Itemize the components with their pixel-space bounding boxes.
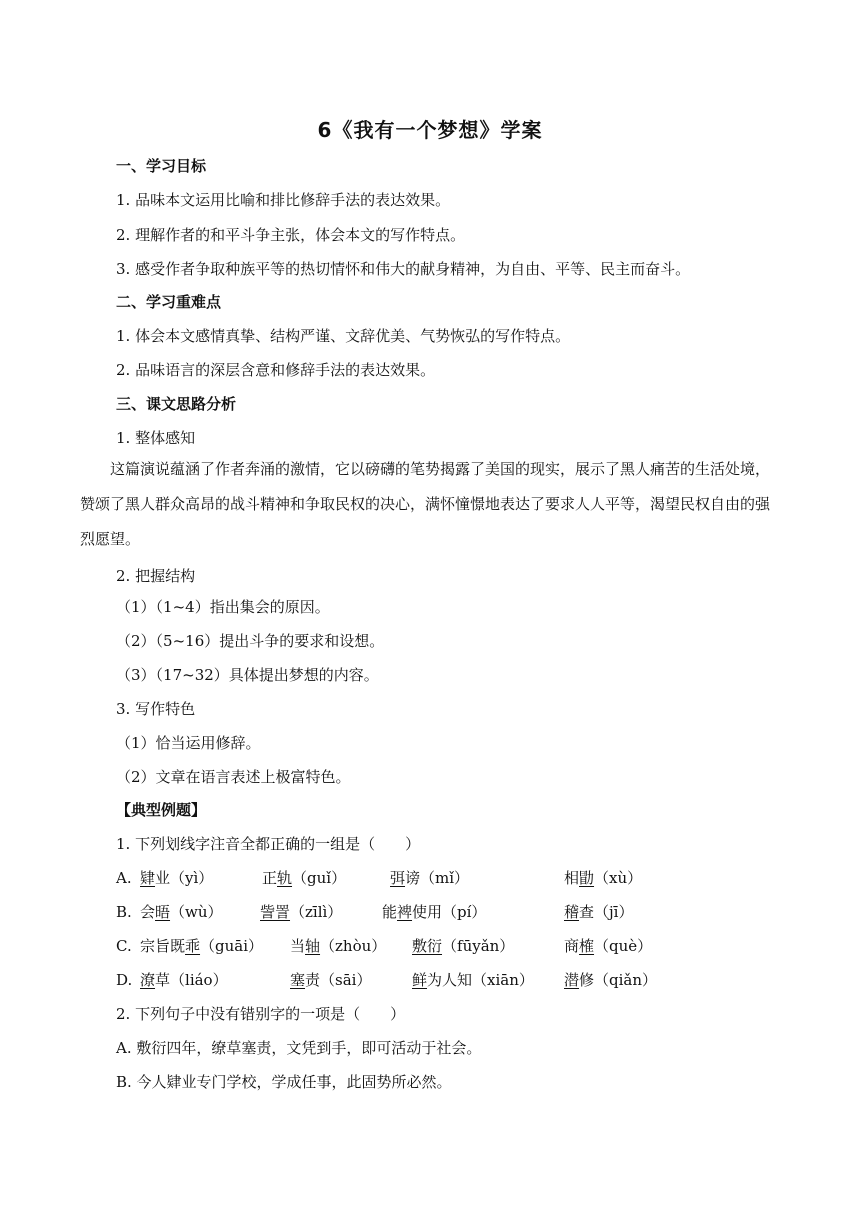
section-heading-key-points: 二、学习重难点: [116, 293, 222, 311]
option-label: C.: [116, 937, 132, 955]
option-cell: 敷衍（fūyǎn）: [412, 937, 515, 955]
option-cell: 商榷（què）: [564, 937, 653, 955]
option-label: A.: [116, 869, 132, 887]
structure-item-2: （2）（5~16）提出斗争的要求和设想。: [116, 632, 385, 650]
question-2-option-b: B. 今人肄业专门学校，学成任事，此固势所必然。: [116, 1073, 452, 1091]
option-cell: 潦草（liáo）: [140, 971, 228, 989]
option-cell: 弭谤（mǐ）: [390, 869, 470, 887]
structure-item-1: （1）（1~4）指出集会的原因。: [116, 598, 330, 616]
option-label: B.: [116, 903, 132, 921]
option-cell: 宗旨既乖（guāi）: [140, 937, 264, 955]
section-heading-analysis: 三、课文思路分析: [116, 395, 237, 413]
question-2: 2. 下列句子中没有错别字的一项是（ ）: [116, 1005, 406, 1023]
objective-item-1: 1. 品味本文运用比喻和排比修辞手法的表达效果。: [116, 191, 451, 209]
option-cell: 稽查（jī）: [564, 903, 634, 921]
option-cell: 塞责（sāi）: [290, 971, 372, 989]
objective-item-3: 3. 感受作者争取种族平等的热切情怀和伟大的献身精神，为自由、平等、民主而奋斗。: [116, 260, 691, 278]
key-point-item-1: 1. 体会本文感情真挚、结构严谨、文辞优美、气势恢弘的写作特点。: [116, 327, 571, 345]
option-cell: 潜修（qiǎn）: [564, 971, 658, 989]
overview-paragraph: 这篇演说蕴涵了作者奔涌的激情，它以磅礴的笔势揭露了美国的现实，展示了黑人痛苦的生活处境，赞颂了黑人群众高昂的战斗精神和争取民权的决心，满怀憧憬地表达了要求人人平等，渴望民权自由的强烈愿望。: [80, 460, 771, 548]
option-cell: 正轨（guǐ）: [262, 869, 347, 887]
question-1: 1. 下列划线字注音全都正确的一组是（ ）: [116, 835, 421, 853]
feature-item-1: （1）恰当运用修辞。: [116, 734, 261, 752]
option-cell: 肄业（yì）: [140, 869, 214, 887]
page-title: 6《我有一个梦想》学案: [317, 118, 543, 142]
analysis-subheading-overview: 1. 整体感知: [116, 429, 196, 447]
structure-item-3: （3）（17~32）具体提出梦想的内容。: [116, 666, 379, 684]
option-cell: 能裨使用（pí）: [382, 903, 487, 921]
option-cell: 訾詈（zīlì）: [260, 903, 343, 921]
option-cell: 相勖（xù）: [564, 869, 643, 887]
option-cell: 当轴（zhòu）: [290, 937, 387, 955]
question-2-option-a: A. 敷衍四年，缭草塞责，文凭到手，即可活动于社会。: [116, 1039, 482, 1057]
examples-heading: 【典型例题】: [116, 801, 207, 819]
option-cell: 会晤（wù）: [140, 903, 223, 921]
analysis-subheading-features: 3. 写作特色: [116, 700, 196, 718]
analysis-subheading-structure: 2. 把握结构: [116, 567, 196, 585]
section-heading-objectives: 一、学习目标: [116, 157, 207, 175]
feature-item-2: （2）文章在语言表述上极富特色。: [116, 768, 351, 786]
option-cell: 鲜为人知（xiān）: [412, 971, 534, 989]
key-point-item-2: 2. 品味语言的深层含意和修辞手法的表达效果。: [116, 361, 436, 379]
option-label: D.: [116, 971, 133, 989]
objective-item-2: 2. 理解作者的和平斗争主张，体会本文的写作特点。: [116, 226, 466, 244]
